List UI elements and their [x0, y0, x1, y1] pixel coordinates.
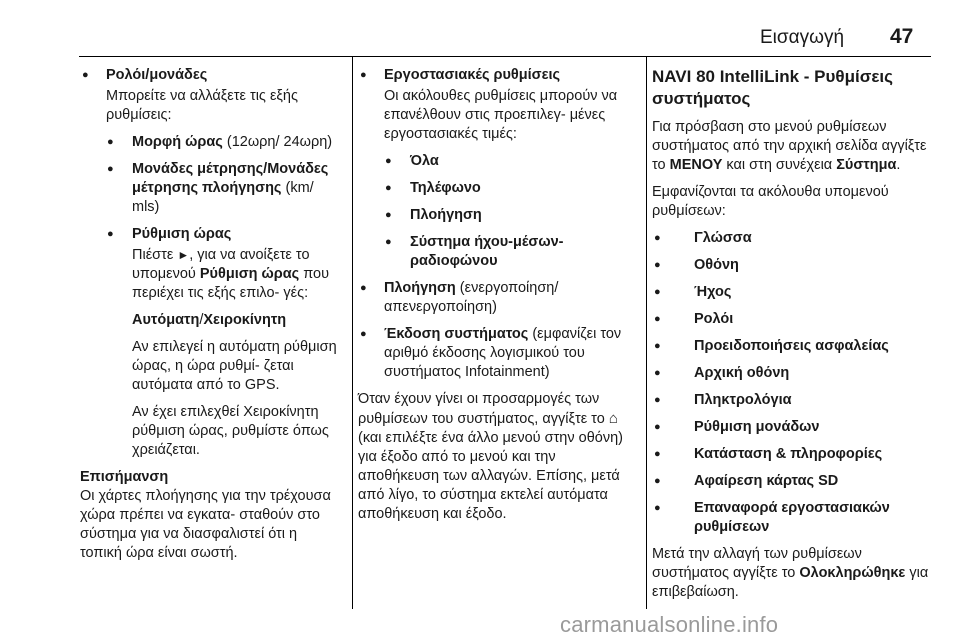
- submenus-intro: Εμφανίζονται τα ακόλουθα υπομενού ρυθμίσεων:: [652, 184, 889, 219]
- submenu-item: ● Αφαίρεση κάρτας SD: [652, 472, 932, 491]
- column-divider-right: [646, 57, 647, 609]
- bullet-clock-units: ● Ρολόι/μονάδες: [80, 66, 342, 85]
- submenu-item: ● Ρολόι: [652, 310, 932, 329]
- manual-description: Αν έχει επιλεχθεί Χειροκίνητη ρύθμιση ώρας, ρυθμίστε όπως χρειάζεται.: [132, 404, 329, 458]
- submenu-item: ● Γλώσσα: [652, 229, 932, 248]
- submenu-item: ● Προειδοποιήσεις ασφαλείας: [652, 337, 932, 356]
- factory-item: ● Τηλέφωνο: [358, 179, 638, 198]
- press-instructions: Πιέστε ►, για να ανοίξετε το υπομενού Ρύθμιση ώρας που περιέχει τις εξής επιλο- γές:: [132, 247, 330, 301]
- factory-item: ● Πλοήγηση: [358, 206, 638, 225]
- page-number: 47: [890, 25, 914, 48]
- clock-intro: Μπορείτε να αλλάξετε τις εξής ρυθμίσεις:: [106, 88, 298, 123]
- factory-intro: Οι ακόλουθες ρυθμίσεις μπορούν να επανέλθουν στις προεπιλεγ- μένες εργοστασιακές τιμές:: [384, 88, 618, 142]
- submenu-item: ● Ήχος: [652, 283, 932, 302]
- auto-manual-title: Αυτόματη/Χειροκίνητη: [132, 312, 287, 328]
- column-1: [80, 66, 342, 563]
- home-icon: ⌂: [608, 410, 618, 427]
- bullet-factory-settings: ● Εργοστασιακές ρυθμίσεις: [358, 66, 638, 85]
- submenu-item: ● Ρύθμιση μονάδων: [652, 418, 932, 437]
- submenu-item: ● Επαναφορά εργοστασιακών ρυθμίσεων: [652, 499, 932, 537]
- section-title: NAVI 80 IntelliLink - Ρυθμίσεις συστήματος: [652, 67, 893, 108]
- auto-description: Αν επιλεγεί η αυτόματη ρύθμιση ώρας, η ώρα ρυθμί- ζεται αυτόματα από το GPS.: [132, 339, 337, 393]
- after-changes-text: Όταν έχουν γίνει οι προσαρμογές των ρυθμίσεων του συστήματος, αγγίξτε το ⌂ (και επιλέξτε ένα άλλο μενού στην οθόνη) για έξοδο από το μενού και την αποθήκευση των αλλαγών. Επίσης, μετά από λίγο, το σύστημα εκτελεί αυτόματα αποθήκευση και έξοδο.: [358, 391, 623, 522]
- bullet-units: ● Μονάδες μέτρησης/Μονάδες μέτρησης πλοήγησης (km/ mls): [80, 160, 342, 217]
- factory-item: ● Όλα: [358, 152, 638, 171]
- submenu-item: ● Αρχική οθόνη: [652, 364, 932, 383]
- bullet-time-format: ● Μορφή ώρας (12ωρη/ 24ωρη): [80, 133, 342, 152]
- column-2: [358, 66, 638, 532]
- note-text: Οι χάρτες πλοήγησης για την τρέχουσα χώρα πρέπει να εγκατα- σταθούν στο σύστημα για να διασφαλιστεί ότι η τοπική ώρα είναι σωστή.: [80, 488, 331, 561]
- submenu-item: ● Πληκτρολόγια: [652, 391, 932, 410]
- bullet-navigation: ● Πλοήγηση (ενεργοποίηση/ απενεργοποίηση): [358, 279, 638, 317]
- header-rule: [79, 56, 931, 57]
- column-divider-left: [352, 57, 353, 609]
- watermark: carmanualsonline.info: [560, 612, 779, 637]
- submenu-item: ● Οθόνη: [652, 256, 932, 275]
- note-title: Επισήμανση: [80, 469, 169, 485]
- chapter-title: Εισαγωγή: [760, 27, 845, 48]
- access-text: Για πρόσβαση στο μενού ρυθμίσεων συστήματος από την αρχική σελίδα αγγίξτε το ΜΕΝΟΥ και στη συνέχεια Σύστημα.: [652, 119, 927, 173]
- page-header: [0, 0, 960, 58]
- finish-text: Μετά την αλλαγή των ρυθμίσεων συστήματος αγγίξτε το Ολοκληρώθηκε για επιβεβαίωση.: [652, 546, 929, 600]
- submenu-item: ● Κατάσταση & πληροφορίες: [652, 445, 932, 464]
- bullet-system-version: ● Έκδοση συστήματος (εμφανίζει τον αριθμό έκδοσης λογισμικού του συστήματος Infotainment): [358, 325, 638, 382]
- play-icon: ►: [177, 248, 190, 262]
- factory-item: ● Σύστημα ήχου-μέσων- ραδιοφώνου: [358, 233, 638, 271]
- bullet-time-set: ● Ρύθμιση ώρας: [80, 225, 342, 244]
- column-3: [652, 66, 932, 610]
